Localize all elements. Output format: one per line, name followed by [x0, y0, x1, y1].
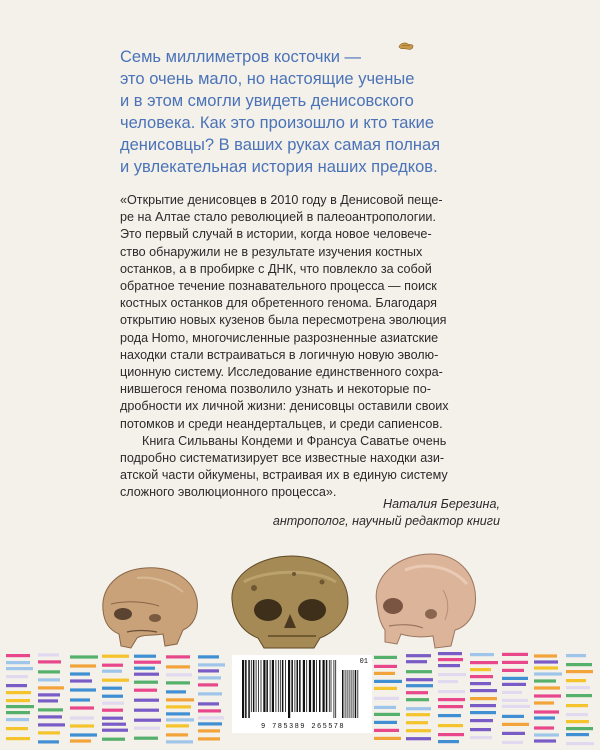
barcode-bar: [276, 660, 277, 712]
dna-band: [166, 712, 190, 715]
dna-band: [102, 738, 125, 741]
dna-band: [502, 741, 523, 744]
dna-band: [70, 664, 96, 667]
dna-band: [70, 739, 91, 742]
quote-line: обратное течение познавательного процесса — поиск: [120, 279, 437, 294]
barcode-bar: [253, 660, 255, 712]
dna-band: [134, 689, 157, 692]
dna-band: [566, 679, 586, 682]
dna-band: [70, 716, 94, 719]
dna-band: [6, 711, 30, 714]
dna-band: [502, 669, 524, 672]
quote-line: атской части ойкумены, встраивая их в единую систему: [120, 468, 448, 483]
dna-band: [502, 677, 528, 680]
dna-band: [470, 719, 493, 722]
dna-band: [502, 699, 528, 702]
quote-line: ре на Алтае стало революцией в палеоантропологии.: [120, 210, 436, 225]
dna-band: [534, 710, 559, 713]
dna-band: [502, 683, 526, 686]
dna-band: [198, 702, 219, 705]
dna-band: [166, 698, 194, 701]
signature-role: антрополог, научный редактор книги: [272, 514, 500, 529]
barcode-bar: [331, 660, 332, 712]
dna-band: [6, 699, 30, 702]
dna-band: [38, 699, 58, 702]
dna-band: [134, 661, 161, 664]
dna-band: [374, 672, 395, 675]
dna-band: [102, 702, 124, 705]
dna-band: [502, 705, 530, 708]
dna-band: [6, 667, 33, 670]
dna-band: [502, 715, 524, 718]
dna-band: [198, 737, 220, 740]
barcode-addon-bar: [357, 670, 358, 718]
barcode-bar: [291, 660, 293, 712]
dna-band: [102, 709, 123, 712]
barcode-bar: [309, 660, 311, 712]
dna-band: [470, 704, 496, 707]
dna-band: [534, 660, 558, 663]
dna-band: [166, 681, 190, 684]
barcode-bar: [295, 660, 296, 712]
dna-band: [470, 675, 493, 678]
dna-band: [406, 684, 433, 687]
dna-band: [70, 679, 92, 682]
isbn-barcode: [232, 655, 372, 733]
barcode-bar: [251, 660, 252, 712]
dna-band: [6, 684, 27, 687]
dna-band: [502, 723, 529, 726]
dna-band: [534, 666, 558, 669]
dna-band: [534, 701, 554, 704]
dna-band: [438, 705, 463, 708]
barcode-bar: [282, 660, 284, 712]
dna-band: [38, 715, 62, 718]
dna-band: [166, 690, 186, 693]
barcode-bar: [316, 660, 317, 712]
dna-band: [502, 691, 522, 694]
quote-line: дробности их личной жизни: денисовцы оставили своих: [120, 399, 449, 414]
dna-band: [198, 716, 224, 719]
quote-line: подробно систематизирует все известные находки ази-: [120, 451, 445, 466]
dna-band: [70, 706, 94, 709]
dna-band: [470, 682, 491, 685]
dna-band: [470, 689, 497, 692]
dna-band: [566, 704, 588, 707]
dna-band: [566, 670, 593, 673]
dna-band: [198, 729, 220, 732]
dna-band: [6, 661, 30, 664]
dna-band: [38, 653, 59, 656]
lead-line: это очень мало, но настоящие ученые: [120, 70, 415, 88]
dna-band: [70, 733, 97, 736]
barcode-bar: [335, 660, 336, 718]
dna-band: [374, 729, 399, 732]
quote-line: «Открытие денисовцев в 2010 году в Денисовой пеще-: [120, 193, 443, 207]
dna-band: [6, 737, 30, 740]
dna-band: [406, 654, 431, 657]
barcode-bar: [288, 660, 290, 718]
dna-band: [374, 656, 397, 659]
barcode-bars: [240, 660, 360, 718]
dna-band: [166, 655, 190, 658]
lead-line: денисовцы? В ваших руках самая полная: [120, 136, 441, 154]
dna-band: [438, 698, 465, 701]
dna-band: [502, 732, 525, 735]
dna-band: [166, 718, 194, 721]
barcode-bar: [248, 660, 250, 718]
quote-line: костных останков для обретенного генома. Благодаря: [120, 296, 437, 311]
dna-band: [198, 655, 219, 658]
dna-band: [102, 729, 128, 732]
dna-band: [534, 686, 560, 689]
barcode-addon-bar: [342, 670, 344, 718]
dna-band: [166, 665, 190, 668]
dna-band: [438, 664, 460, 667]
dna-band: [38, 708, 63, 711]
dna-band: [6, 691, 31, 694]
lead-line: человека. Как это произошло и кто такие: [120, 114, 435, 132]
dna-band: [406, 660, 427, 663]
dna-band: [38, 670, 60, 673]
dna-band: [134, 655, 156, 658]
dna-band: [534, 733, 559, 736]
dna-band: [534, 672, 562, 675]
barcode-bar: [329, 660, 330, 712]
quote-line: ционную систему. Исследование единственного сохра-: [120, 365, 443, 380]
barcode-bar: [313, 660, 315, 712]
barcode-addon-bar: [345, 670, 346, 718]
dna-band: [102, 679, 129, 682]
dna-band: [438, 652, 462, 655]
dna-band: [374, 737, 401, 740]
dna-band: [566, 663, 592, 666]
barcode-addon-bar: [351, 670, 352, 718]
dna-band: [406, 713, 430, 716]
signature-name: Наталия Березина,: [382, 497, 500, 511]
dna-band: [166, 733, 188, 736]
barcode-bar: [245, 660, 247, 718]
lead-line: Семь миллиметров косточки —: [120, 48, 362, 66]
dna-band: [534, 654, 557, 657]
dna-band: [102, 670, 122, 673]
isbn-number: 9 785389 265578: [260, 723, 345, 731]
barcode-bar: [306, 660, 307, 712]
dna-band: [374, 721, 397, 724]
quote-line: рода Homo, многочисленные разрозненные азиатские: [120, 330, 439, 345]
dna-band: [134, 737, 158, 740]
dna-band: [502, 661, 528, 664]
dna-band: [38, 678, 60, 681]
dna-band: [566, 713, 588, 716]
dna-band: [406, 721, 428, 724]
dna-band: [470, 668, 491, 671]
dna-band: [38, 731, 60, 734]
barcode-bar: [258, 660, 259, 712]
dna-band: [566, 720, 589, 723]
dna-band: [566, 742, 594, 745]
dna-band: [6, 727, 28, 730]
barcode-bar: [326, 660, 328, 712]
dna-band: [38, 693, 60, 696]
dna-band: [534, 739, 556, 742]
dna-band: [198, 676, 221, 679]
dna-band: [470, 653, 494, 656]
barcode-bar: [261, 660, 262, 712]
dna-band: [438, 680, 458, 683]
dna-band: [134, 719, 161, 722]
dna-band: [438, 714, 461, 717]
lead-line: и в этом смогли увидеть денисовского: [120, 92, 414, 110]
dna-band: [566, 654, 586, 657]
dna-band: [134, 673, 159, 676]
barcode-bar: [319, 660, 321, 712]
dna-band: [102, 655, 129, 658]
dna-band: [70, 724, 94, 727]
lead-line: и увлекательная история наших предков.: [120, 158, 438, 176]
dna-band: [374, 697, 399, 700]
dna-band: [374, 706, 396, 709]
dna-band: [198, 692, 222, 695]
dna-band: [534, 679, 556, 682]
barcode-addon-bar: [353, 670, 354, 718]
dna-band: [566, 686, 590, 689]
quote-line: потомков и среди неандертальцев, и среди сапиенсов.: [120, 416, 443, 431]
barcode-addon-bar: [347, 670, 348, 718]
barcode-bar: [272, 660, 274, 712]
dna-band: [534, 694, 561, 697]
dna-band: [134, 667, 155, 670]
dna-band: [438, 740, 459, 743]
dna-band: [6, 654, 30, 657]
dna-band: [374, 680, 402, 683]
dna-band: [70, 688, 96, 691]
dna-band: [166, 673, 192, 676]
quote-line: Это первый случай в истории, когда новое человече-: [120, 227, 432, 242]
dna-band: [438, 733, 464, 736]
dna-band: [38, 686, 64, 689]
quote-line: находки стали встраиваться в логичную новую эволю-: [120, 347, 439, 362]
dna-band: [470, 711, 496, 714]
barcode-bar: [270, 660, 271, 712]
dna-band: [438, 673, 466, 676]
barcode-addon: 01: [359, 658, 368, 666]
barcode-bar: [256, 660, 257, 712]
dna-band: [70, 672, 90, 675]
dna-band: [438, 658, 463, 661]
dna-band: [406, 729, 431, 732]
dna-band: [406, 737, 431, 740]
dna-band: [6, 705, 34, 708]
barcode-bar: [303, 660, 305, 712]
dna-band: [438, 690, 465, 693]
dna-band: [102, 664, 123, 667]
dna-band: [102, 723, 126, 726]
dna-band: [166, 740, 193, 743]
dna-band: [198, 683, 218, 686]
barcode-bar: [323, 660, 325, 712]
barcode-bar: [334, 660, 335, 718]
quote-line: ство обнаружили не в результате изучения костных: [120, 244, 423, 259]
dna-band: [198, 663, 225, 666]
dna-band: [406, 707, 431, 710]
dna-band: [166, 724, 189, 727]
dna-band: [406, 698, 429, 701]
quote-line: сложного эволюционного процесса».: [120, 485, 337, 500]
dna-band: [6, 718, 29, 721]
barcode-addon-bar: [349, 670, 350, 718]
dna-band: [166, 705, 191, 708]
dna-band: [374, 687, 397, 690]
dna-band: [566, 733, 589, 736]
dna-band: [374, 713, 400, 716]
barcode-bar: [280, 660, 281, 712]
dna-band: [198, 669, 219, 672]
barcode-bar: [299, 660, 301, 712]
dna-band: [470, 697, 497, 700]
dna-band: [102, 717, 123, 720]
dna-band: [406, 678, 433, 681]
dna-band: [70, 655, 98, 658]
barcode-bar: [297, 660, 299, 712]
dna-band: [134, 699, 159, 702]
dna-band: [374, 665, 397, 668]
dna-band: [38, 660, 61, 663]
dna-band: [566, 727, 593, 730]
dna-band: [406, 691, 428, 694]
barcode-bar: [263, 660, 265, 712]
dna-band: [102, 695, 123, 698]
barcode-bar: [278, 660, 279, 712]
dna-band: [134, 681, 158, 684]
quote-line: открытию новых кузенов была пересмотрена эволюция: [120, 313, 447, 328]
barcode-addon-bar: [355, 670, 357, 718]
dna-band: [502, 653, 528, 656]
dna-band: [134, 727, 160, 730]
dna-band: [470, 661, 498, 664]
dna-band: [102, 687, 122, 690]
quote-line: нившегося генома позволило узнать и некоторые по-: [120, 382, 431, 397]
dna-band: [70, 698, 90, 701]
dna-band: [566, 694, 592, 697]
barcode-bar: [285, 660, 286, 712]
dna-band: [470, 728, 491, 731]
barcode-bar: [266, 660, 268, 712]
dna-band: [198, 722, 222, 725]
dna-band: [38, 723, 65, 726]
dna-band: [534, 716, 555, 719]
quote-line: останков, а в пробирке с ДНК, что повлекло за собой: [120, 261, 432, 276]
quote-line: Книга Сильваны Кондеми и Франсуа Саватье очень: [142, 433, 447, 448]
dna-band: [438, 724, 463, 727]
dna-band: [38, 740, 59, 743]
dna-band: [134, 709, 159, 712]
dna-band: [406, 670, 432, 673]
dna-band: [6, 675, 28, 678]
dna-band: [470, 736, 492, 739]
barcode-bar: [242, 660, 244, 718]
dna-band: [198, 709, 221, 712]
dna-band: [534, 726, 554, 729]
